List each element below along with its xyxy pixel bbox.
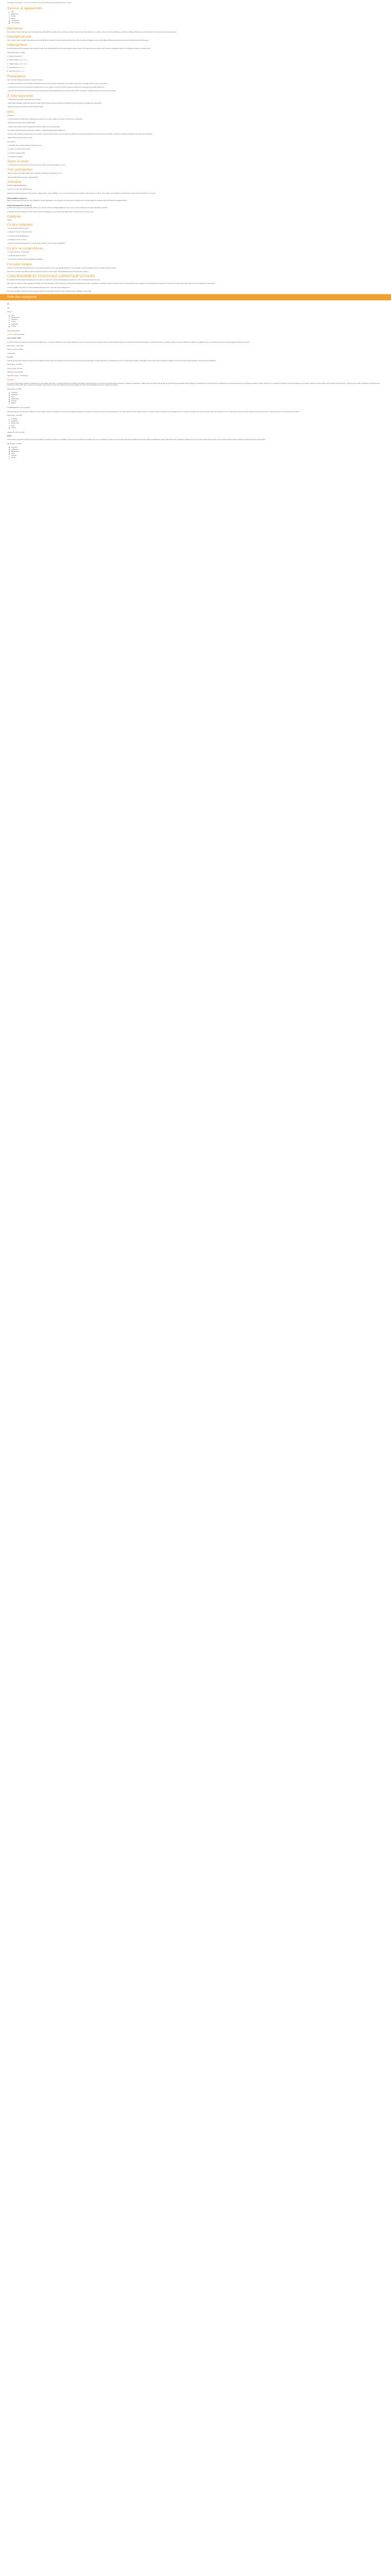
services-list [7, 11, 384, 24]
bullet-icon [9, 326, 10, 327]
decouvert-text: Partez à la découverte de la région avec votre Top Explorer ! Activités, dégustations, cours de langue et rencontres avec les résidents locaux. Une façon ludique et conviviale de découvrir le littoral et les villages alentours. [7, 199, 127, 201]
activites-heading: Avec participation [7, 168, 32, 172]
list-item: Chambres [11, 319, 384, 321]
notes-title: Note des voyageurs [7, 295, 37, 299]
formalite-text-2: Nous pouvons consulter les formalités de santé et de police documentés pour votre voyage : http://www.diplomatie.gouv.fr/fr/conseils-aux-voyageurs/ [7, 270, 89, 273]
review-5 [7, 435, 384, 459]
review-criteria-list [7, 447, 384, 460]
review-author-line: Officialdom a écrit le avril 2025 [7, 334, 24, 336]
services-heading: Services et équipements [7, 7, 42, 11]
list-item: Équipement [11, 13, 384, 15]
nonprix-heading: Ce prix ne comprend pas [7, 246, 43, 250]
intro-text: Concierge à la compagnie : il y a eu un conservé pour formulaire (Conciergerie Lage Acquisition Ann Claire) [7, 2, 71, 4]
concierge-text-4: Des contacts privilégiés et des offres exclusives négociées auprès de nos partenaires locaux pour rendre votre séjour unique, inoubliable et à votre image. [7, 291, 92, 292]
bullet-icon [9, 421, 10, 422]
bullet-icon [9, 324, 10, 325]
infos-item-4: - Les cadavres de chambres. [7, 156, 23, 158]
review-date: Date du séjour : août 2025 [7, 414, 22, 416]
review-body: Je vais bien l'informer sur l'accueil pour les personnes à mobilité réduite : on m'a fait une chambre avec une chambre adaptée dès l'arrivée et le personnel est venu à plusieurs reprises. L'accès à la plage nécessite un peu d'aide mais l'ensemble est accessible. Les repas étaient variés et de qualité, les boissons correctes. L'animation est discrète et sympathique le soir. Je recommande cet hôtel pour un séjour reposant en famille ou entre amis. [7, 341, 250, 343]
list-item: Équipements [11, 317, 384, 319]
activites-text-1: - Sport le weekend avec location, planche, sport et nautiques à proximité (parc aquatique) sur la mer. [7, 173, 62, 175]
animation-text-1: À partir de 7 à 14 ans, dans l'établissement 1 [7, 189, 32, 191]
family-text-2: Le Club ados (13-17 ans) offre sport, tournois, soirées, rencontres et challenges pour que chacun profite pleinement de ses vacances avec de nouveaux amis. [7, 211, 94, 213]
list-item: Service [11, 427, 384, 429]
bullet-icon [9, 423, 10, 425]
review-body: Nous avons passé une semaine dans cet hôtel avec nos deux enfants. L'accueil a été chaleureux et notre chambre familiale était spacieuse et très propre. La formule tout compris est vraiment pratique avec des snacks l'après-midi et des boissons à volonté. Les enfants ont adoré le mini club et le parc aquatique sur la mer. La plage est à quelques pas mais elle est assez petite et très fréquentée en été. Le représentant de l'agence a répondu rapidement à toutes nos questions. Un séjour réussi que nous recommandons sans hésiter. [7, 411, 299, 413]
concierge-text-2: Notre équipe de concierges, experts, joignable et bienveillant, est à votre disposition 7j/7 de 8h à 22h pour vous aider dans l'organisation de votre séjour : réservations de restaurants, excursions, activités, transferts, conseils pratiques. Votre conciergerie vous accompagne tout au long de votre voyage afin que vous puissiez profiter pleinement de votre destination en toute sérénité. [7, 283, 216, 285]
review-body: Il faut dire que nous étions attendus de la part de vos deux parties du moment. Séjour d'une semaine en formule tout compris, arrivée de nuit et accueil rapide. La chambre était propre et confortable avec vue sur mer, literie de bonne qualité. Le buffet offrait un choix correct, même si les plats se répétaient un peu en fin de séjour. Piscines agréables, personnel souriant et disponible. [7, 360, 216, 362]
prix-item-5: - Les taxes et redevances aéroportuaires, les frais de dossier (175euros), tous deux sujets à modifications. [7, 243, 66, 245]
review-date: Date du séjour : avril 2025 [7, 364, 22, 366]
hebergement-text: Les 145 chambres de l'hôtel, spacieuses dans la bâtiment central et dans des dépendances toutes rénovées disposent toutes d'un balcon, d'une salle de bain avec douche et-set de chevaux, climatisation, coffre-fort, mini-réfrigérateur, téléphone, télévision et Wifi. [7, 48, 151, 50]
review-author[interactable]: Officialdom [7, 334, 13, 336]
categorie-value: 4 Étoiles [7, 219, 12, 221]
review-date: Date du séjour : juin 2025 [7, 388, 22, 390]
descriptif-heading: Descriptif produit [7, 35, 31, 39]
review-4 [7, 411, 384, 433]
infos-item-2: - Les enfants ne le bar hommes de l'hôtel. [7, 148, 30, 150]
nonprix-item-3: - Les assurances annulation & assistance-Rapatriement-Bagages. [7, 259, 44, 261]
review-intro: • C'était saffée [7, 352, 15, 354]
bullet-icon [9, 395, 10, 396]
restauration-lead: Voici, Tipi Gnola, Héritier aux extravertés en formule Tout compris. [7, 79, 43, 81]
list-item: Cours garage [11, 22, 384, 24]
categorie-heading: Catégorie [7, 214, 21, 218]
animation-text-2: Chaque jour, profitez d'un programme varié et journée : aquagym, fitness, volley, scrabblage, La vier, mise sous découverte de vos spectacles, soirées dansante. Les Mutes : Top à explorer, sur les bouteilles, pour découvrir les nouveaux talents de tendreté sur votre séjour. [7, 192, 156, 194]
activites-text-2: - Service de blanchisserie (pressing) et parking (payant). [7, 176, 38, 178]
bullet-icon [9, 447, 10, 448]
review-sub: Saint Tropez, France • 3 contributions [7, 375, 28, 377]
review-useful: TravelBRPTRIO2345 a écrit le avril 2025 [7, 407, 30, 409]
descriptif-text: Pour commence Toutes Les 2008, Il est préparé que soient nous fait tâche modernisé et forméed, désormément la ferme ban. Situé sur la Riviera de Malacane, proche du petit village de Pradeau vous pouvez découvrir les bus demande telles que la Cévennes. [7, 40, 149, 42]
review-date: Date du séjour : octobre 2024 [7, 345, 24, 347]
prix-item-1: - Les vols spéciaux de Paris en France. [7, 228, 29, 230]
review-1 [7, 308, 384, 351]
review-stars: Note / 5 [7, 311, 12, 313]
concierge-text-3: Un service joignable, sous intérêt et un suivi personnalisé jusqu'à votre retour ; vous n'avez qu'à vous laisser porter. [7, 286, 71, 289]
prix-heading: Ce prix comprend [7, 223, 32, 227]
list-item: Lieux [11, 453, 384, 455]
list-item: Chambres [11, 392, 384, 394]
bullet-icon [9, 401, 10, 402]
list-item: Équipements [11, 451, 384, 453]
bullet-icon [9, 451, 10, 452]
review-tag: Meilleur [7, 435, 12, 437]
list-item: Piscine [11, 15, 384, 18]
review-useful: Voyageur 61 a écrit le juin 2025 [7, 431, 25, 433]
room-b: B - Chambre double vue mer - 2 + 1 [7, 59, 27, 61]
room-d: D - Junior Suite vue mer - 2 + 2 [7, 66, 25, 69]
bullet-icon [9, 318, 10, 319]
review-subtitle: Jeune modèles : réelles [7, 337, 21, 340]
list-item: Lieux [11, 425, 384, 427]
restauration-text-1: - Le restaurant principal avec service de buffet et international sous une terrasse en pleine et divers plats du jour, déjeuner et dîners avec vin de table, haut sous, eau et jus de poisson. [7, 82, 108, 84]
formalite-text-1: À inclure: les ressortissants français doivent être en possession d'un passeport ou d'une carte nationale d'identité en cours de validité. Les autres nationalités devront se renseigner auprès du consulat. [7, 267, 117, 269]
bienvenue-text: Bonne Séjour Ici, Thuret lorraut Jean Lenorre Ville Legeay Tous 12/03, 2009, Il est possible nous ne perde dans un fanfare nombre et formiler. Bon amande en bon de la bien. Situé sur le chemin de Malacane, proche du petit village de Pradeau vous pouvez découvrir les bus dans zones belles que les Cévenes. [7, 31, 177, 33]
notes-header [0, 294, 391, 300]
list-item: Maison [11, 18, 384, 20]
list-item: Service [11, 402, 384, 404]
autre-text-3: - Wifi gratuit, distributeur automatique, prêt de serviettes de plage. [7, 106, 43, 108]
list-item: Lieux [11, 396, 384, 398]
infos-subtitle: Vue laterale [7, 114, 14, 116]
list-item: Qualité/prix [11, 324, 384, 326]
bullet-icon [9, 397, 10, 398]
review-useful: Merci (1) a écrit le avril 2025 [7, 349, 23, 351]
hebergement-heading: Hébergement [7, 43, 27, 47]
bullet-icon [9, 320, 10, 321]
review-author[interactable]: Marielle&Co [7, 379, 14, 381]
bullet-icon [9, 428, 10, 429]
list-item: Wifi [11, 11, 384, 13]
infos-item-3: - Les boissons sont déconseillés. [7, 152, 26, 154]
prix-item-2: - Le logement 7 nuits en formule tout compris. [7, 231, 32, 233]
list-item: Qualité/prix [11, 449, 384, 451]
list-item: Propreté [11, 455, 384, 457]
list-item: Service [11, 457, 384, 459]
review-criteria-list [7, 315, 384, 328]
restauration-text-2: - La Formule Tout compris vous donne accès au restaurant d'ouvrir vous sur repas et vous offre une sélection de boissons locales avec ou sans alcool et de snacks de 10h à 17h. [7, 87, 105, 89]
bullet-icon [9, 14, 10, 15]
review-2 [7, 353, 384, 377]
restauration-heading: Restauration [7, 74, 26, 78]
review-useful: Valérie B a écrit le avril 2025 [7, 371, 23, 374]
bullet-icon [9, 399, 10, 400]
bullet-icon [9, 16, 10, 18]
bullet-icon [9, 426, 10, 427]
infos-text-6: - Salle de fitness accessible à partir de 14 ans. [7, 137, 33, 139]
bullet-icon [9, 419, 10, 420]
review-type: Type de voyage : En couple [7, 367, 23, 369]
formalite-heading: Formalité Croatie [7, 262, 32, 266]
autre-text-2: - Plage de lettre aménagée et petite plage de pierres signalée. Chaises longues et parasols disponibles et partiellement autour des piscines et à la plage (selon disponibilité). [7, 103, 102, 105]
room-e: E - Junior Suite vue mer - 2 + 2 [7, 71, 25, 73]
infos-heading: Infos [7, 110, 14, 114]
review-criteria-list [7, 418, 384, 429]
animation-heading: Animation [7, 180, 22, 184]
list-item: Climatisation [11, 20, 384, 22]
family-text-1: Le Mini Club (4-12 ans) vous propose activités créatives, jeux, chasses au trésor et spectacles adaptés à leur âge, six jours sur sept, encadrés par une équipe d'animateurs passionnés. [7, 207, 108, 209]
concierge-heading: CONCIERGERIE ET ASSISTANCE CARREFOUR VOYAGES [7, 275, 95, 279]
list-item: Qualité/prix [11, 420, 384, 422]
list-item: Propreté [11, 400, 384, 402]
sports-heading: Sports et loisirs [7, 160, 29, 164]
bullet-icon [9, 12, 10, 13]
infos-text-3: - L'hôtel est situé à environ 120 km de l'aéroport de Dubrovnik et 100 km du centre-ville de Split. [7, 126, 60, 128]
page [0, 0, 391, 459]
autre-text-1: - L'hôtel dispose de 2 piscines et d'un bassin pour les enfants. [7, 98, 41, 100]
capacity-text: CAPACITÉS (maxime: 1 enfant) [7, 52, 25, 54]
list-item: Chambres [11, 447, 384, 449]
bullet-icon [9, 19, 10, 20]
restauration-text-3: - La Formule Tout Compris Premium leur prévu tout le jour sera le personnel, Sortie restaurant qui ne pour 5 boissons de vin 22.70 t. 3 personnes - 1 petit tiré avec deux et 2 boisson fine entre le dîner. [7, 90, 117, 92]
animation-subtitle: NOS ACTIVITÉS & ANIMATIONS (*) [7, 185, 27, 187]
bullet-icon [9, 315, 10, 316]
bullet-icon [9, 403, 10, 404]
list-item: Équipements [11, 398, 384, 400]
infos-note: Nous observez [7, 141, 15, 143]
list-item: Qualité/prix [11, 394, 384, 396]
nonprix-item-1: - Les repas et boissons non mentionnés. [7, 251, 30, 253]
bullet-icon [9, 449, 10, 450]
infos-text-5: - Des junior suite, située dans les dépendances, avec terrasse et, composées d'une chambre et d'un coin salon avec canapé-lit, elles peuvent accueillir jusqu'à 4 personnes (maximum 3 adultes + 2 enfants ou 2 adultes). Disponibilité sur demande et avec supplément. [7, 133, 153, 135]
bienvenue-heading: Bienvenue [7, 26, 23, 30]
bullet-icon [9, 456, 10, 457]
infos-item-1: - Les bouteilles d'eau minérales pétrolifère à partir de deux ans. [7, 144, 42, 146]
bullet-icon [9, 23, 10, 24]
bullet-icon [9, 393, 10, 394]
infos-text-1: - Un représentant Top et Travel présent à l'hôtel toute la semaine pour vous aider à organiser votre séjour et fournir toutes vos démarches. [7, 118, 83, 120]
nonprix-item-2: - Les dépenses d'ordre personnel. [7, 255, 26, 257]
list-item: Équipements [11, 422, 384, 425]
notes-score: 3,8 [7, 303, 9, 306]
list-item: Lieux [11, 315, 384, 317]
review-criteria-list [7, 392, 384, 405]
bullet-icon [9, 458, 10, 459]
infos-text-4: - Les chambres standard peuvent accueillir jusqu'à 3 adultes + 1 enfant (lit d'appoint) hauteur 80x190 cm). [7, 129, 66, 131]
list-item: Chambres [11, 418, 384, 420]
autre-heading: À votre disposition [7, 94, 34, 98]
review-visit-count: Visité par 96 membres ... [7, 330, 21, 332]
list-item: Propreté [11, 326, 384, 328]
room-c: C - Chambre double vue mer - 2 + 1 [7, 63, 27, 65]
review-date: Date du séjour : juin 2025 [7, 443, 22, 445]
family-heading: POUR VOS ENFANTS & ADOS (*) [7, 205, 32, 207]
review-title: Ville [7, 307, 10, 309]
infos-text-2: - Hôtel desservi le aux personnes à mobilité réduite. [7, 122, 36, 124]
bullet-icon [9, 21, 10, 22]
bullet-icon [9, 322, 10, 323]
concierge-text-1: En choisissant Carrefour Voyages Conciergerie pour votre séjour, vous optez pour un service d'accompagnement complet: de la veille de votre départ jusqu'à votre retour. [7, 279, 101, 281]
list-item: Service [11, 321, 384, 323]
prix-item-3: - Les transferts aéroport/hôtel/aéroport. [7, 235, 29, 237]
prix-item-4: - Les bagages en soute, soit 15 kg. [7, 239, 27, 241]
review-3 [7, 379, 384, 409]
decouvert-heading: DÉCOUVERTE LOCALE (*) [7, 197, 27, 199]
review-tag: À Lincoln [7, 356, 13, 358]
bullet-icon [9, 453, 10, 454]
sports-text: - La salle dispose d'une salle de fitness, d'une aire de jeux pour enfants, et d'un parc aquatique sur le mer. [7, 164, 66, 166]
review-body: Voilà le deuxième séjour dans cet hôtel et toujours aussi satisfaits. Les chambres rénovées sont confortables, le personnel est aux petits soins et la situation face à la mer est idéale pour profiter du coucher de soleil. Nous avons particulièrement apprécié le calme de l'établissement malgré sa taille. Petit conseil : privilégiez les chambres avec vue mer, elles en valent vraiment la peine. Nous reviendrons sûrement l'année prochaine pour découvrir les autres îles de la région. [7, 439, 266, 441]
room-a: A - Chambre 2 personnes - 2 [7, 56, 23, 58]
review-body: Il n'y a pas de vrai dommage à parler de cet hôtel tant nous y avons passé un bon séjour. Le personnel est attentif, les chambres sont grandes et joliment décorées, la vue sur la mer est superbe depuis notre balcon. Au niveau de la restauration, le buffet propose une grande variété de plats, des produits frais et des spécialités locales chaque soir. Les animateurs sont présents sans être envahissants et le mini club a beaucoup plu à nos enfants qui voulaient y retourner chaque jour. Le représentant de l'agence nous a bien conseillé pour les excursions, notamment la visite de Split et des îles voisines. Seul petit bémol : le wifi est un peu lent dans les chambres et il faut réserver les transats tôt le matin en haute saison. Les piscines sont grandes et bien entretenues. Nous avons apprécié la proximité de la plage et les petites criques accessibles à pied. Nous reviendrons avec plaisir ! [7, 382, 380, 386]
